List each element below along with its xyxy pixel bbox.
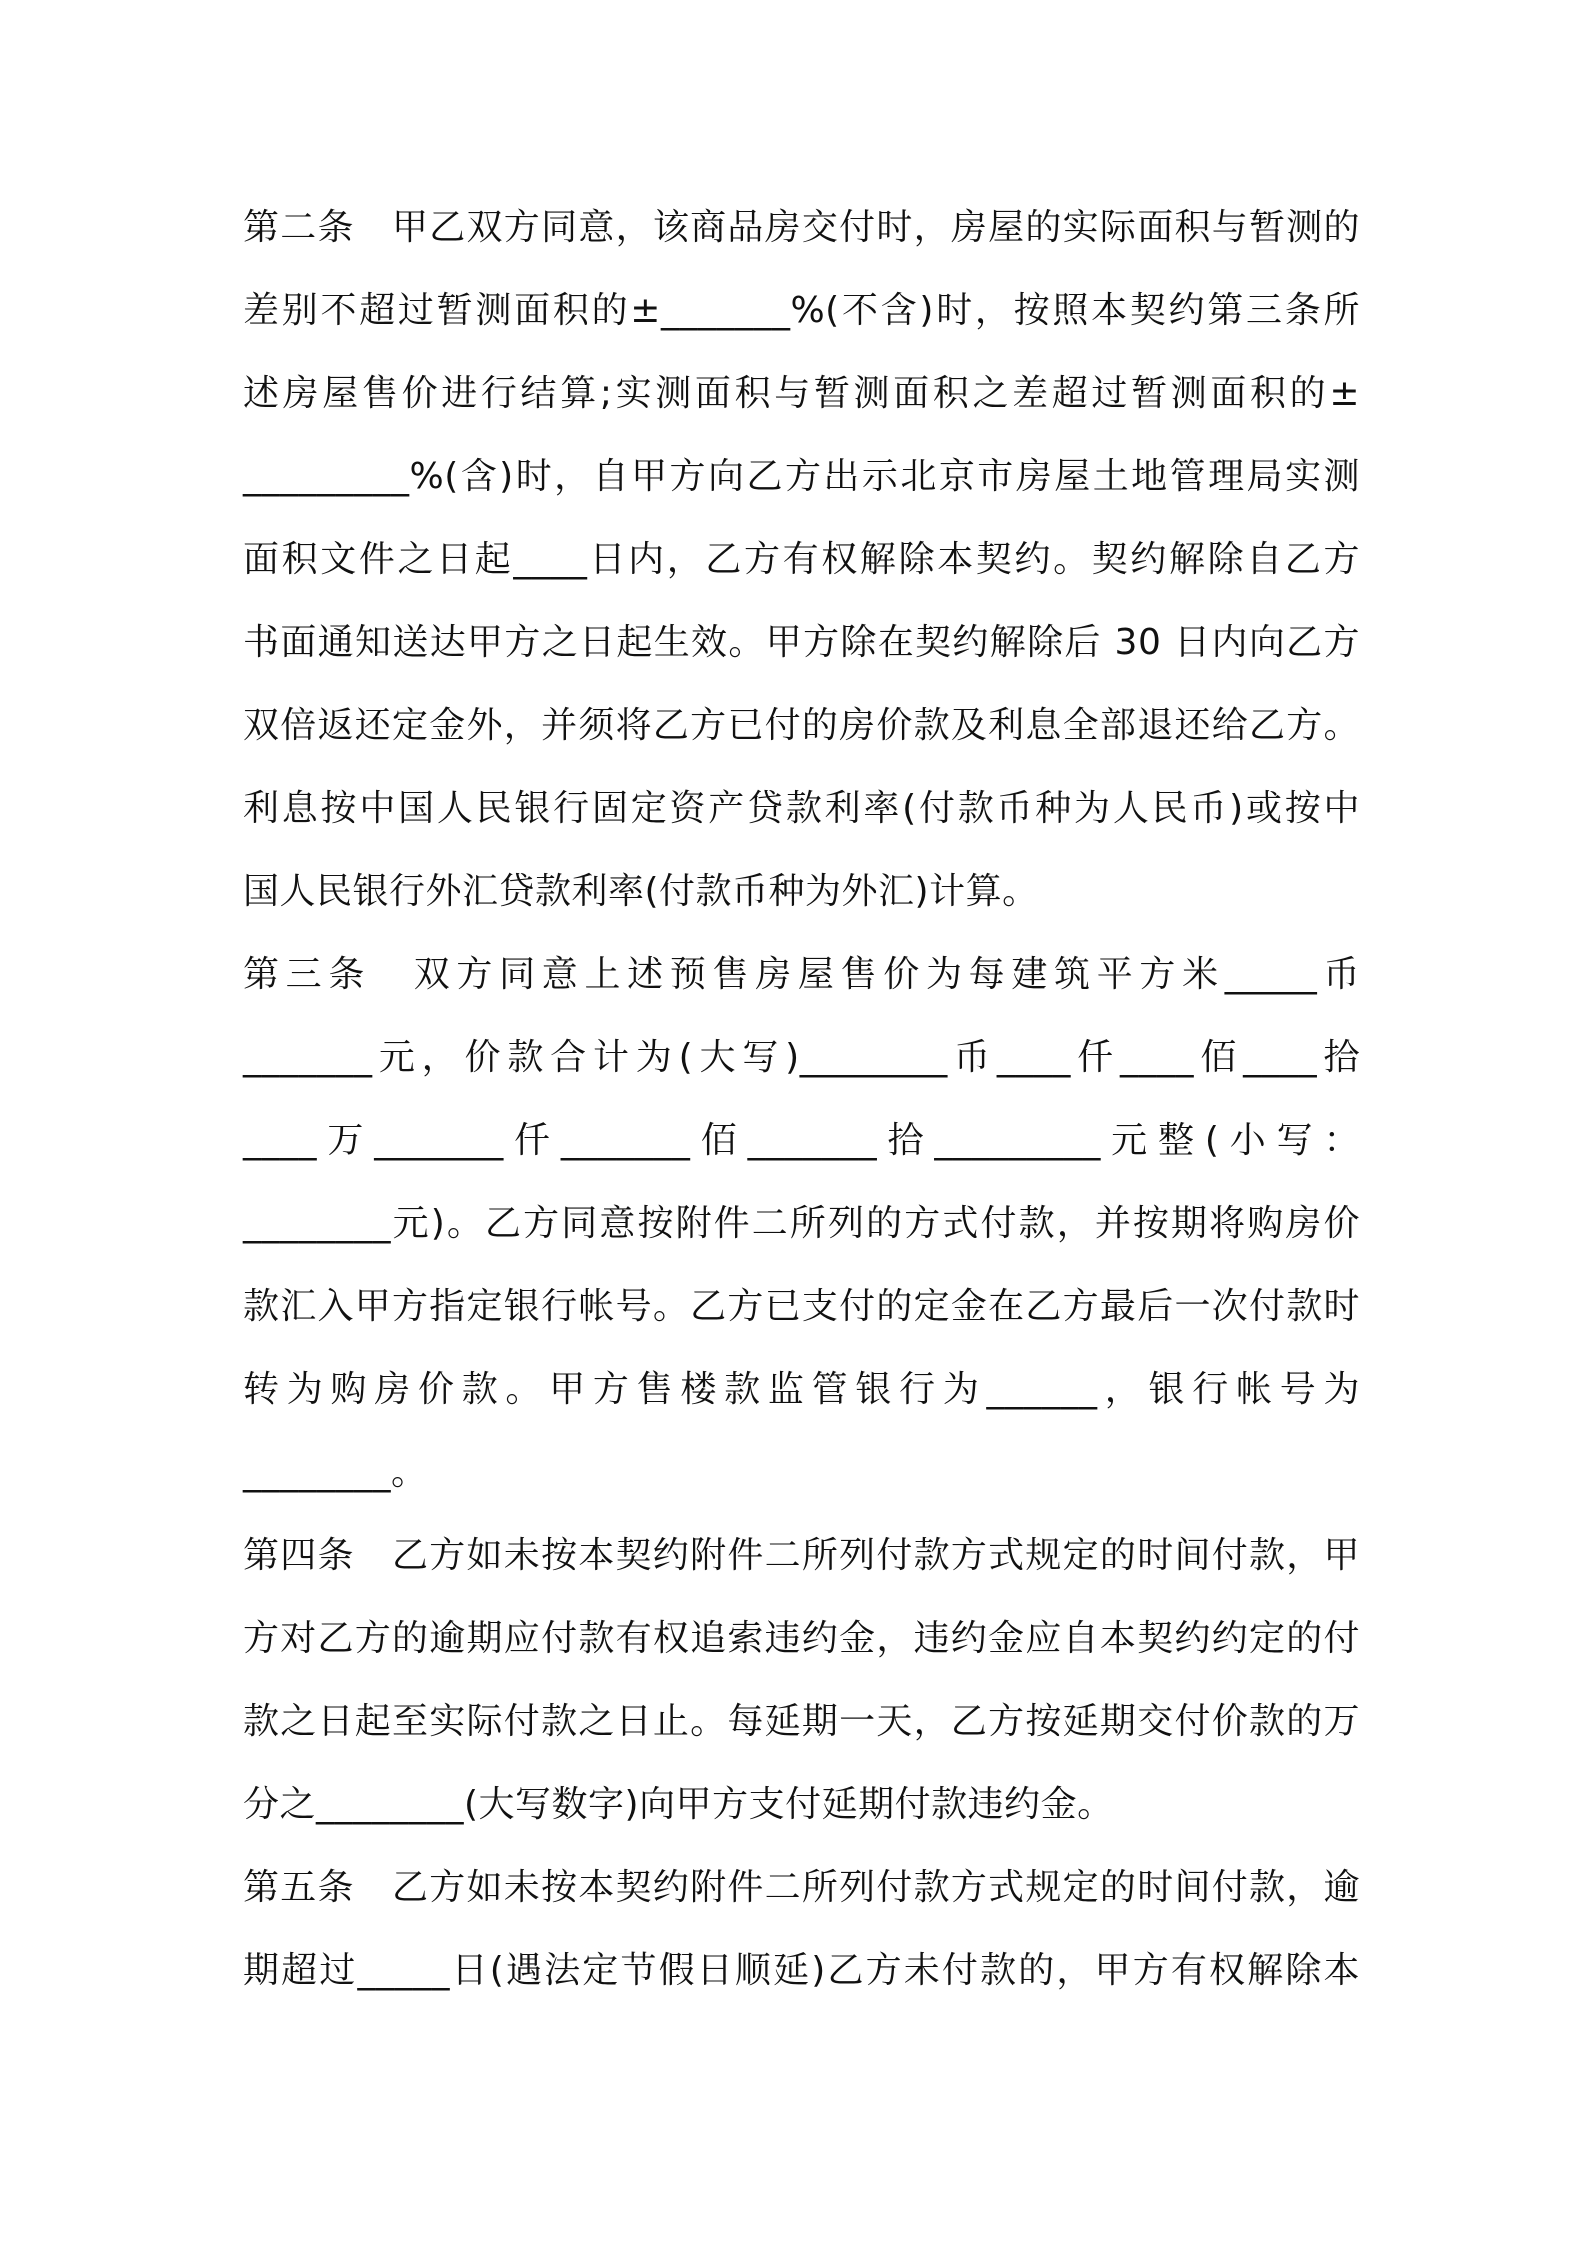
text-line: ________元)。乙方同意按附件二所列的方式付款，并按期将购房价 — [243, 1203, 1360, 1244]
text-line: 差别不超过暂测面积的±_______%(不含)时，按照本契约第三条所 — [243, 290, 1360, 331]
text-line: _______元，价款合计为(大写)________币____仟____佰____拾 — [243, 1037, 1360, 1078]
text-line: 分之________(大写数字)向甲方支付延期付款违约金。 — [243, 1784, 1114, 1825]
text-line: 款之日起至实际付款之日止。每延期一天，乙方按延期交付价款的万 — [243, 1701, 1360, 1742]
text-line: 方对乙方的逾期应付款有权追索违约金，违约金应自本契约约定的付 — [243, 1618, 1360, 1659]
text-line: 第二条 甲乙双方同意，该商品房交付时，房屋的实际面积与暂测的 — [243, 207, 1360, 248]
text-line: 第四条 乙方如未按本契约附件二所列付款方式规定的时间付款，甲 — [243, 1535, 1360, 1576]
text-line: 国人民银行外汇贷款利率(付款币种为外汇)计算。 — [243, 871, 1039, 912]
text-line: 述房屋售价进行结算;实测面积与暂测面积之差超过暂测面积的± — [243, 373, 1360, 414]
text-line: ____万_______仟_______佰_______拾_________元整(小写： — [243, 1120, 1360, 1161]
text-line: 转为购房价款。甲方售楼款监管银行为______，银行帐号为 — [243, 1369, 1360, 1410]
text-line: 第三条 双方同意上述预售房屋售价为每建筑平方米_____币 — [243, 954, 1360, 995]
text-line: 书面通知送达甲方之日起生效。甲方除在契约解除后 30 日内向乙方 — [243, 622, 1360, 663]
text-line: 双倍返还定金外，并须将乙方已付的房价款及利息全部退还给乙方。 — [243, 705, 1360, 746]
text-line: ________。 — [243, 1452, 428, 1493]
text-line: 第五条 乙方如未按本契约附件二所列付款方式规定的时间付款，逾 — [243, 1867, 1360, 1908]
text-line: 款汇入甲方指定银行帐号。乙方已支付的定金在乙方最后一次付款时 — [243, 1286, 1360, 1327]
text-line: _________%(含)时，自甲方向乙方出示北京市房屋土地管理局实测 — [243, 456, 1360, 497]
text-line: 面积文件之日起____日内，乙方有权解除本契约。契约解除自乙方 — [243, 539, 1360, 580]
text-line: 利息按中国人民银行固定资产贷款利率(付款币种为人民币)或按中 — [243, 788, 1360, 829]
text-line: 期超过_____日(遇法定节假日顺延)乙方未付款的，甲方有权解除本 — [243, 1950, 1360, 1991]
